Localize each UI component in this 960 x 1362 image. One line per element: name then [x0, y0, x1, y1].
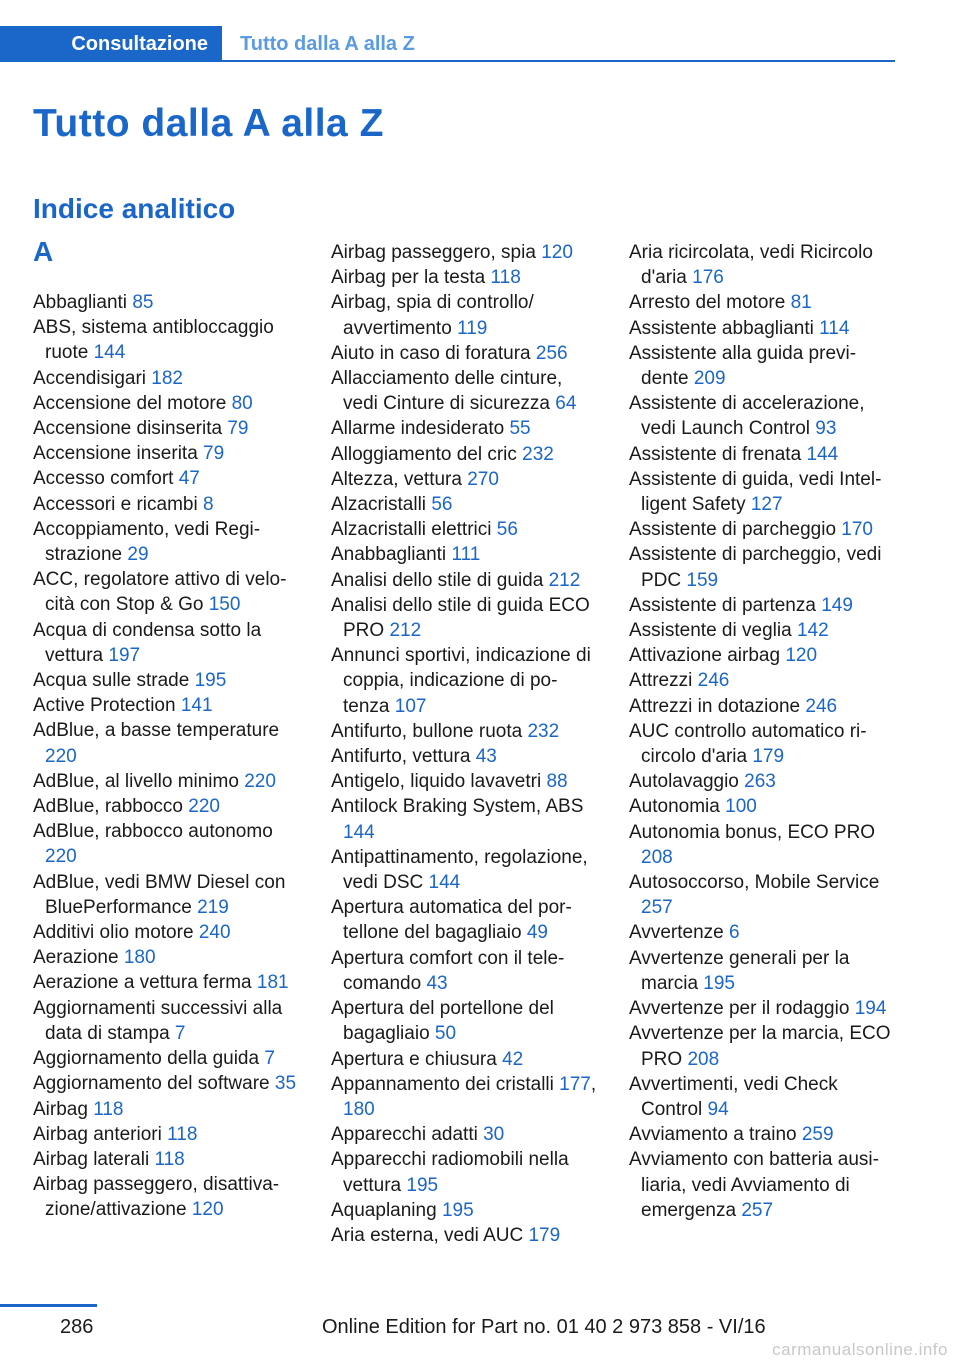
index-entry	[33, 618, 299, 668]
page-reference-link[interactable]: 195	[194, 670, 227, 692]
index-entry-term: Accensione inserita	[33, 443, 198, 465]
page-reference-link[interactable]: 257	[641, 897, 673, 919]
index-entry-term: Accendisigari	[33, 367, 146, 389]
page-reference-link[interactable]: 270	[467, 468, 499, 490]
index-entry	[629, 316, 895, 341]
page-reference-link[interactable]: 197	[108, 644, 141, 666]
index-entry	[331, 492, 597, 517]
page-reference-link[interactable]: 209	[693, 368, 726, 390]
index-entry-term: Assistente di frenata	[629, 443, 802, 465]
index-entry	[33, 416, 299, 441]
page-reference-link[interactable]: 212	[548, 569, 581, 591]
index-entry-term: ABS, sistema antibloccaggio ruote	[33, 317, 274, 364]
index-entry	[331, 946, 597, 996]
page-reference-link[interactable]: 49	[526, 922, 548, 944]
index-entry	[331, 416, 597, 441]
index-entry	[629, 668, 895, 693]
index-entry	[629, 593, 895, 618]
page-reference-link[interactable]: 194	[854, 998, 887, 1020]
index-entry	[629, 870, 895, 920]
index-entry-term: Avvertenze per la marcia, ECO PRO	[629, 1023, 891, 1070]
page-reference-link[interactable]: 127	[750, 494, 783, 516]
page-reference-link[interactable]: 159	[686, 569, 719, 591]
watermark: carmanualsonline.info	[772, 1340, 948, 1359]
index-entry-term: Accessori e ricambi	[33, 493, 198, 515]
index-entry-term: Aerazione	[33, 947, 119, 969]
page-reference-link[interactable]: 6	[728, 922, 740, 944]
index-entry-term: Allarme indesiderato	[331, 418, 505, 440]
index-entry-term: Apparecchi radiomobili nella vettura	[331, 1149, 569, 1196]
index-entry	[33, 492, 299, 517]
index-entry	[33, 290, 299, 315]
index-entry-term: Accesso comfort	[33, 468, 174, 490]
index-entry-term: AdBlue, a basse temperature	[33, 720, 280, 742]
index-entry	[331, 542, 597, 567]
index-entry-term: Aerazione a vettura ferma	[33, 972, 252, 994]
index-entry-term: Attrezzi in dotazione	[629, 695, 801, 717]
index-entry	[331, 240, 597, 265]
index-entry-term: Analisi dello stile di guida	[331, 569, 544, 591]
index-entry	[629, 794, 895, 819]
page-reference-link[interactable]: 47	[178, 468, 200, 490]
index-entry-term: Airbag laterali	[33, 1148, 150, 1170]
page-reference-link[interactable]: 208	[687, 1048, 720, 1070]
index-entry	[33, 1147, 299, 1172]
index-entry-term: Analisi dello stile di guida ECO PRO	[331, 594, 590, 642]
index-entry-term: Appannamento dei cristalli	[331, 1073, 554, 1095]
page-reference-link[interactable]: 219	[197, 896, 229, 918]
page-reference-link[interactable]: 176	[692, 267, 724, 289]
index-entry	[33, 1122, 299, 1147]
page-reference-link[interactable]: 118	[167, 1123, 198, 1145]
page-reference-link[interactable]: 7	[264, 1048, 275, 1070]
page-reference-link[interactable]: 144	[343, 821, 375, 843]
page-number: 286	[60, 1316, 94, 1338]
index-entry-term: Assistente di partenza	[629, 594, 816, 616]
index-entry	[33, 315, 299, 365]
page-reference-link[interactable]: 94	[707, 1098, 729, 1120]
page-reference-link[interactable]: 144	[93, 342, 126, 364]
index-entry	[331, 719, 597, 744]
index-entry-term: Avvertenze per il rodaggio	[629, 998, 850, 1020]
page-reference-link[interactable]: 56	[496, 519, 518, 541]
index-entry-term: Avviamento a traino	[629, 1124, 797, 1146]
page-reference-link[interactable]: 220	[45, 745, 77, 767]
page-reference-link[interactable]: 144	[806, 443, 839, 465]
page-reference-link[interactable]: 170	[841, 519, 873, 541]
page-reference-link[interactable]: 181	[256, 972, 289, 994]
index-entry	[33, 970, 299, 995]
index-entry	[629, 946, 895, 996]
index-entry-term: Avviamento con batteria ausiliaria, vedi Avviamento di emergenza	[629, 1149, 879, 1221]
page-reference-link[interactable]: 220	[188, 796, 220, 818]
page-reference-link[interactable]: 195	[406, 1174, 439, 1196]
footer-divider	[0, 1304, 97, 1307]
index-entry	[331, 341, 597, 366]
index-entry-term: Aggiornamento della guida	[33, 1048, 260, 1070]
index-entry	[331, 467, 597, 492]
index-entry-term: Apertura automatica del portellone del bagagliaio	[331, 897, 572, 944]
index-entry-term: Acqua di condensa sotto la vettura	[33, 619, 262, 666]
index-entry-term: Autonomia bonus, ECO PRO	[629, 821, 876, 843]
index-entry-term: Apparecchi adatti	[331, 1124, 478, 1146]
page-reference-link[interactable]: 114	[819, 317, 850, 339]
page-reference-link[interactable]: 257	[741, 1199, 774, 1221]
page-reference-link[interactable]: 141	[180, 695, 213, 717]
index-entry	[331, 744, 597, 769]
page-reference-link[interactable]: 8	[203, 493, 214, 515]
index-entry-term: AdBlue, al livello minimo	[33, 770, 239, 792]
section-tab: Consultazione	[0, 26, 222, 62]
index-entry	[331, 1122, 597, 1147]
page-reference-link[interactable]: 111	[451, 544, 481, 566]
index-entry-term: Assistente di parcheggio	[629, 519, 837, 541]
index-entry	[629, 1021, 895, 1071]
index-entry	[331, 895, 597, 945]
page-reference-link[interactable]: 120	[785, 645, 818, 667]
index-entry-term: Active Protection	[33, 695, 176, 717]
index-entry-term: Avvertenze	[629, 922, 724, 944]
page-reference-link[interactable]: 240	[198, 922, 231, 944]
page-reference-link[interactable]: 88	[546, 771, 568, 793]
index-subtitle: Indice analitico	[33, 193, 236, 224]
index-entry	[331, 593, 597, 643]
index-entry	[33, 693, 299, 718]
index-entry-term: Airbag	[33, 1098, 88, 1120]
page-reference-link[interactable]: 118	[93, 1098, 124, 1120]
index-entry	[629, 341, 895, 391]
index-entry-term: Antifurto, vettura	[331, 746, 471, 768]
index-entry-term: Assistente di guida, vedi Intelligent Safety	[629, 468, 882, 516]
index-entry-term: Antipattinamento, regolazione, vedi DSC	[331, 846, 588, 894]
page-reference-link[interactable]: 43	[475, 746, 497, 768]
index-entry-term: Avvertenze generali per la marcia	[629, 947, 850, 994]
page-reference-link[interactable]: 179	[752, 746, 785, 768]
index-entry-term: Airbag, spia di controllo/ avvertimento	[331, 292, 534, 339]
index-entry-term: Aiuto in caso di foratura	[331, 342, 531, 364]
index-entry-term: Accoppiamento, vedi Registrazione	[33, 518, 261, 566]
index-entry	[33, 996, 299, 1046]
page-reference-link[interactable]: 80	[231, 392, 253, 414]
page-reference-link[interactable]: 120	[541, 242, 573, 263]
index-entry	[629, 1122, 895, 1147]
index-entry	[331, 290, 597, 340]
page-reference-link[interactable]: 55	[509, 418, 531, 440]
chapter-tab: Tutto dalla A alla Z	[240, 33, 415, 55]
page-reference-link[interactable]: 120	[191, 1199, 224, 1221]
page-reference-link[interactable]: 232	[527, 720, 560, 742]
page-reference-link[interactable]: 180	[343, 1098, 375, 1120]
page-reference-link[interactable]: 119	[457, 317, 488, 339]
index-entry	[629, 769, 895, 794]
index-entry-term: AdBlue, rabbocco	[33, 796, 183, 818]
index-entry	[629, 290, 895, 315]
page-reference-link[interactable]: 142	[796, 620, 829, 642]
index-entry	[33, 567, 299, 617]
index-entry-term: Avvertimenti, vedi Check Control	[629, 1073, 838, 1120]
index-entry	[331, 1198, 597, 1223]
page-reference-link[interactable]: 100	[725, 796, 757, 818]
index-entry-term: ACC, regolatore attivo di velocità con Stop & Go	[33, 569, 287, 616]
index-entry	[33, 920, 299, 945]
page-reference-link[interactable]: 246	[805, 695, 838, 717]
index-entry	[33, 668, 299, 693]
page-reference-link[interactable]: 179	[528, 1224, 561, 1246]
index-entry	[33, 769, 299, 794]
page-reference-link[interactable]: 79	[203, 443, 225, 465]
index-entry	[629, 996, 895, 1021]
page-reference-link[interactable]: 182	[151, 367, 183, 389]
index-entry-term: Airbag passeggero, disattivazione/attivazione	[33, 1174, 280, 1221]
index-entry	[331, 643, 597, 719]
index-entry	[331, 794, 597, 844]
index-entry	[33, 1172, 299, 1222]
page-reference-link[interactable]: 220	[244, 770, 276, 792]
index-entry	[33, 819, 299, 869]
page-reference-link[interactable]: 30	[483, 1124, 505, 1146]
index-entry	[331, 1147, 597, 1197]
index-entry	[629, 920, 895, 945]
page-reference-link[interactable]: 107	[394, 695, 427, 717]
page-reference-link[interactable]: 81	[790, 292, 812, 314]
page-reference-link[interactable]: 212	[389, 620, 422, 642]
index-entry	[629, 542, 895, 592]
index-entry	[331, 568, 597, 593]
index-entry-term: Aria esterna, vedi AUC	[331, 1224, 524, 1246]
index-column-1	[33, 290, 299, 1223]
index-entry	[331, 996, 597, 1046]
index-entry-term: Altezza, vettura	[331, 468, 462, 490]
index-entry-term: Assistente di veglia	[629, 620, 792, 642]
page-header	[0, 26, 895, 63]
page-reference-link[interactable]: 43	[426, 972, 448, 994]
index-entry-term: Aria ricircolata, vedi Ricircolo d'aria	[629, 242, 873, 289]
index-entry-term: Airbag anteriori	[33, 1123, 162, 1145]
page-reference-link[interactable]: 177	[559, 1073, 591, 1095]
page-reference-link[interactable]: 79	[227, 418, 249, 440]
index-entry-term: Antilock Braking System, ABS	[331, 796, 584, 818]
index-entry-term: Additivi olio motore	[33, 922, 194, 944]
index-entry-term: Apertura e chiusura	[331, 1048, 497, 1070]
index-entry-term: Annunci sportivi, indicazione di coppia, indicazione di potenza	[331, 645, 591, 717]
index-entry-term: Acqua sulle strade	[33, 670, 190, 692]
page-reference-link[interactable]: 180	[123, 947, 156, 969]
page-reference-link[interactable]: 150	[208, 594, 241, 616]
index-entry: Appannamento dei cristalli 177, 180	[331, 1073, 597, 1120]
index-entry-term: Assistente abbaglianti	[629, 317, 814, 339]
page-reference-link[interactable]: 29	[127, 544, 149, 566]
page-title: Tutto dalla A alla Z	[33, 102, 384, 145]
index-entry	[33, 1046, 299, 1071]
page-reference-link[interactable]: 42	[502, 1048, 524, 1070]
page-reference-link[interactable]: 149	[821, 594, 853, 616]
index-entry	[629, 391, 895, 441]
index-entry	[33, 391, 299, 416]
index-entry	[33, 870, 299, 920]
index-entry-term: Autolavaggio	[629, 771, 739, 793]
edition-line: Online Edition for Part no. 01 40 2 973 858 - VI/16	[322, 1316, 766, 1338]
index-entry	[629, 240, 895, 290]
index-entry	[629, 442, 895, 467]
index-entry-term: Alzacristalli elettrici	[331, 519, 492, 541]
index-entry-term: Abbaglianti	[33, 292, 128, 313]
index-entry	[33, 366, 299, 391]
page-reference-link[interactable]: 50	[434, 1023, 457, 1045]
index-entry	[33, 1097, 299, 1122]
index-entry	[33, 517, 299, 567]
index-entry	[629, 694, 895, 719]
index-entry	[33, 794, 299, 819]
index-entry	[33, 718, 299, 768]
index-entry-term: Assistente di accelerazione, vedi Launch Control	[629, 393, 865, 440]
page-reference-link[interactable]: 56	[431, 494, 453, 516]
index-entry-term: Attivazione airbag	[629, 645, 781, 667]
index-entry-term: Assistente alla guida previdente	[629, 342, 857, 390]
page-reference-link[interactable]: 220	[45, 846, 77, 868]
page-reference-link[interactable]: 144	[428, 872, 461, 894]
index-column-2	[331, 240, 597, 1248]
index-entry	[331, 1223, 597, 1248]
index-entry	[331, 769, 597, 794]
index-entry	[629, 719, 895, 769]
index-entry-term: Aggiornamento del software	[33, 1073, 270, 1095]
index-entry-term: AdBlue, rabbocco autonomo	[33, 821, 273, 843]
index-entry-term: AUC controllo automatico ricircolo d'aria	[629, 720, 867, 768]
page-reference-link[interactable]: 64	[555, 393, 577, 415]
index-entry-term: Apertura del portellone del bagagliaio	[331, 998, 554, 1045]
page-reference-link[interactable]: 256	[535, 342, 568, 364]
index-entry	[629, 643, 895, 668]
index-entry	[33, 1071, 299, 1096]
page-reference-link[interactable]: 259	[801, 1124, 834, 1146]
index-entry	[629, 820, 895, 870]
page-reference-link[interactable]: 7	[174, 1022, 186, 1044]
index-entry	[33, 441, 299, 466]
page-reference-link[interactable]: 263	[744, 771, 776, 793]
index-entry-term: Assistente di parcheggio, vedi PDC	[629, 544, 882, 591]
index-entry-term: Arresto del motore	[629, 292, 786, 314]
page-reference-link[interactable]: 232	[522, 443, 554, 465]
index-entry	[629, 517, 895, 542]
index-entry	[331, 845, 597, 895]
index-entry-term: AdBlue, vedi BMW Diesel con BluePerformance	[33, 871, 286, 918]
index-entry-term: Alloggiamento del cric	[331, 443, 517, 465]
index-entry-term: Airbag per la testa	[331, 267, 486, 289]
index-column-3	[629, 240, 895, 1223]
header-divider	[222, 60, 895, 62]
page-reference-link[interactable]: 195	[703, 972, 735, 994]
index-entry-term: Allacciamento delle cinture, vedi Cinture di sicurezza	[331, 368, 563, 415]
index-entry-term: Antifurto, bullone ruota	[331, 720, 523, 742]
page-reference-link[interactable]: 85	[132, 292, 154, 313]
index-entry-term: Accensione del motore	[33, 392, 227, 414]
index-letter-heading: A	[33, 236, 54, 267]
index-entry-term: Autosoccorso, Mobile Service	[629, 872, 880, 894]
index-entry	[33, 466, 299, 491]
page-reference-link[interactable]: 246	[697, 670, 730, 692]
index-entry-term: Apertura comfort con il telecomando	[331, 947, 565, 994]
page-reference-link[interactable]: 118	[154, 1148, 185, 1170]
index-entry-term: Autonomia	[629, 796, 720, 818]
index-entry	[331, 366, 597, 416]
index-entry	[331, 517, 597, 542]
index-entry-term: Accensione disinserita	[33, 418, 223, 440]
index-entry	[629, 618, 895, 643]
page-reference-link[interactable]: 208	[641, 846, 673, 868]
index-entry	[33, 945, 299, 970]
page-reference-link[interactable]: 195	[441, 1199, 474, 1221]
page-reference-link[interactable]: 93	[815, 418, 837, 440]
page-reference-link[interactable]: 118	[490, 267, 521, 289]
index-entry-term: Anabbaglianti	[331, 544, 447, 566]
index-entry	[629, 1147, 895, 1223]
index-entry	[629, 1072, 895, 1122]
index-entry-term: Antigelo, liquido lavavetri	[331, 771, 542, 793]
index-entry-term: Aquaplaning	[331, 1199, 437, 1221]
index-entry	[331, 1047, 597, 1072]
index-entry-term: Airbag passeggero, spia	[331, 242, 536, 263]
index-entry-term: Alzacristalli	[331, 494, 427, 516]
index-entry-term: Aggiornamenti successivi alla data di stampa	[33, 997, 283, 1044]
page-reference-link[interactable]: 35	[274, 1073, 297, 1095]
index-entry-term: Attrezzi	[629, 670, 693, 692]
index-entry	[331, 442, 597, 467]
index-entry	[331, 265, 597, 290]
index-entry	[629, 467, 895, 517]
